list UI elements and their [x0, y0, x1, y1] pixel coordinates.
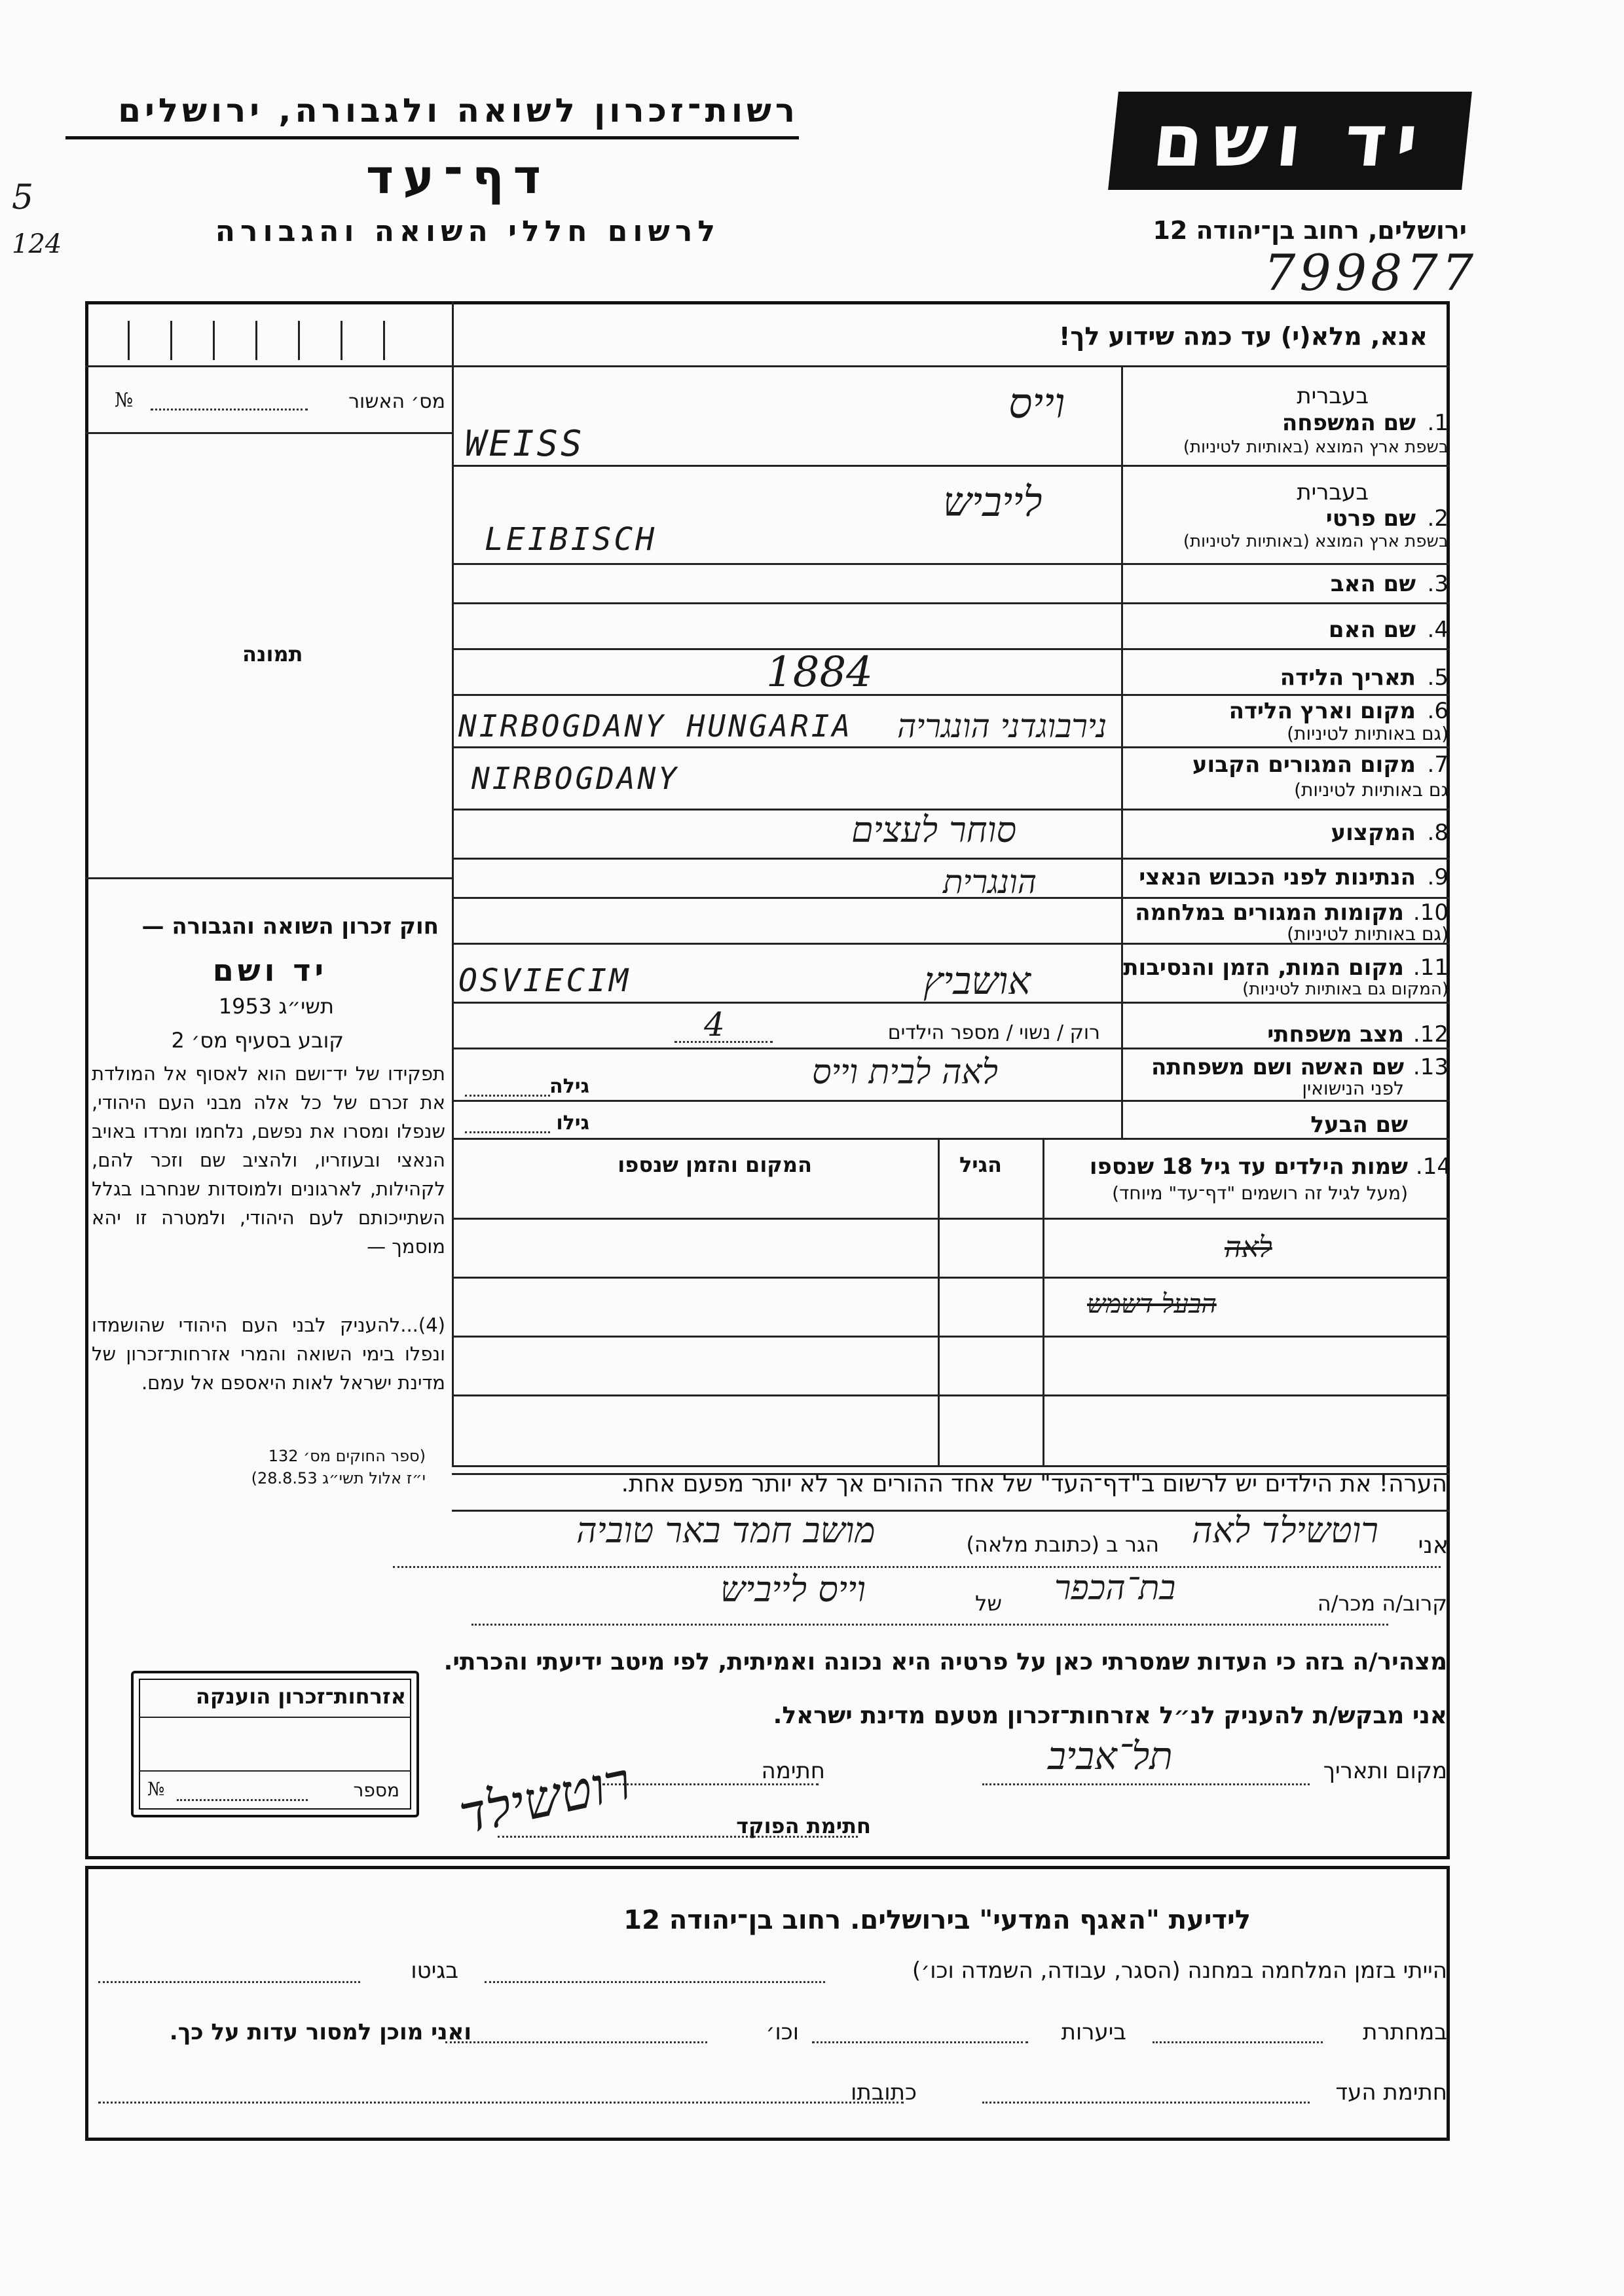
field-12-options[interactable]: רוק / נשוי / מספר הילדים — [887, 1021, 1100, 1044]
record-number: 799877 — [1264, 244, 1478, 302]
field-11-value-latin[interactable]: OSVIECIM — [458, 962, 631, 999]
request-text: אני מבקש/ת להעניק לנ״ל אזרחות־זכרון מטעם מדינת ישראל. — [773, 1702, 1447, 1729]
margin-mark-1: 5 — [12, 178, 34, 217]
signature-value[interactable]: רוטשילד — [454, 1750, 637, 1846]
husband-age-label: גילו — [556, 1112, 589, 1135]
margin-mark-2: 124 — [12, 229, 62, 259]
officer-signature-label: חתימת הפוקד — [736, 1813, 871, 1838]
field-10-label: מקומות המגורים במלחמה — [1135, 900, 1404, 926]
citizenship-number-field[interactable] — [177, 1799, 308, 1801]
field-2-hebrew-tag: בעברית — [1297, 479, 1369, 505]
field-11-number: 11. — [1412, 955, 1449, 981]
field-3-number: 3. — [1427, 571, 1449, 597]
field-7-number: 7. — [1427, 752, 1449, 778]
child-row-2-name[interactable]: הבעל דשמש — [1087, 1289, 1217, 1319]
form-subtitle: לרשום חללי השואה והגבורה — [215, 215, 720, 248]
ghetto-field[interactable] — [98, 1981, 360, 1983]
citizenship-num-sign: № — [147, 1778, 165, 1800]
form-title: דף־עד — [365, 149, 550, 204]
children-col-age: הגיל — [959, 1152, 1002, 1177]
law-date: י״ז אלול תשי״ג 28.8.53) — [251, 1469, 426, 1487]
field-6-sub: (גם באותיות לטיניות) — [1287, 723, 1449, 744]
field-1-label: שם המשפחה — [1282, 410, 1416, 436]
field-12-label: מצב משפחתי — [1267, 1021, 1404, 1048]
field-4-number: 4. — [1427, 617, 1449, 643]
field-1-latin-tag: בשפת ארץ המוצא (באותיות לטיניות) — [1183, 437, 1449, 457]
law-name: יד ושם — [212, 953, 327, 988]
field-5-value[interactable]: 1884 — [766, 648, 873, 697]
ani-label: אני — [1418, 1532, 1449, 1559]
field-2-number: 2. — [1427, 505, 1449, 532]
field-6-value-hebrew[interactable]: נירבוגדני הונגריה — [897, 707, 1107, 745]
field-7-sub: גם באותיות לטיניות) — [1294, 779, 1449, 801]
resides-label: הגר ב (כתובת מלאה) — [966, 1532, 1159, 1557]
field-1-value-hebrew[interactable]: וייס — [1008, 380, 1065, 428]
field-2-label: שם פרטי — [1325, 505, 1416, 532]
field-13-sub: לפני הנישואין — [1302, 1078, 1404, 1099]
field-9-label: הנתינות לפני הכבוש הנאצי — [1139, 864, 1416, 890]
wife-age-field[interactable] — [465, 1095, 550, 1097]
forests-field[interactable] — [812, 2041, 1028, 2043]
field-9-number: 9. — [1427, 864, 1449, 890]
field-13-label: שם האשה ושם משפחתה — [1151, 1054, 1404, 1080]
law-source: (ספר החוקים מס׳ 132 — [268, 1447, 426, 1465]
declarant-name[interactable]: רוטשילד לאה — [1192, 1510, 1378, 1551]
camp-field[interactable] — [485, 1981, 825, 1983]
ghetto-label: בגיטו — [411, 1958, 458, 1984]
field-11-value-hebrew[interactable]: אושביץ — [923, 958, 1031, 1003]
place-date-label: מקום ותאריך — [1323, 1758, 1447, 1784]
children-note: הערה! את הילדים יש לרשום ב"דף־העד" של אחד ההורים אך לא יותר מפעם אחת. — [621, 1470, 1447, 1497]
field-11-label: מקום המות, הזמן והנסיבות — [1123, 955, 1404, 981]
children-col-place: המקום והזמן שנספו — [618, 1152, 812, 1177]
authority-underline — [65, 136, 799, 139]
field-8-number: 8. — [1427, 820, 1449, 846]
field-7-label: מקום המגורים הקבוע — [1192, 752, 1416, 778]
signature-field[interactable] — [602, 1783, 819, 1785]
etc-field[interactable] — [445, 2041, 707, 2043]
law-section: קובע בסעיף מס׳ 2 — [171, 1028, 344, 1053]
field-11-sub: (המקום גם באותיות לטיניות) — [1242, 979, 1449, 999]
field-9-value[interactable]: הונגרית — [943, 863, 1037, 901]
field-7-value-latin[interactable]: NIRBOGDANY — [471, 761, 679, 796]
field-12-children-value[interactable]: 4 — [704, 1006, 725, 1044]
underground-label: במחתרת — [1363, 2019, 1447, 2045]
yad-vashem-logo — [1108, 92, 1472, 190]
witness-signature-field[interactable] — [982, 2102, 1310, 2104]
witness-address-field[interactable] — [98, 2102, 904, 2104]
approval-number-field[interactable] — [151, 409, 308, 410]
field-6-number: 6. — [1427, 698, 1449, 724]
witness-signature-label: חתימת העד — [1335, 2079, 1447, 2105]
relation-value[interactable]: בת־הכפר — [1054, 1569, 1176, 1608]
field-8-label: המקצוע — [1331, 820, 1416, 846]
relation-label: קרוב/ה מכר/ה — [1317, 1591, 1447, 1616]
place-date-value[interactable]: תל־אביב — [1048, 1734, 1173, 1778]
field-1-hebrew-tag: בעברית — [1297, 383, 1369, 409]
field-4-label: שם האם — [1328, 617, 1416, 643]
field-14-label: שמות הילדים עד גיל 18 שנספו — [1089, 1154, 1408, 1180]
field-10-sub: (גם באותיות לטיניות) — [1287, 923, 1449, 945]
husband-label: שם הבעל — [1310, 1112, 1408, 1138]
intro-instruction: אנא, מלא(י) עד כמה שידוע לך! — [1059, 322, 1428, 351]
law-item-4: (4)...להעניק לבני העם היהודי שהושמדו ונפלו בימי השואה והמרי אזרחות־זכרון של מדינת ישראל לאות היאספם אל עמם. — [92, 1314, 445, 1394]
wife-age-label: גילה — [549, 1075, 589, 1098]
logo-text: יד ושם — [1149, 99, 1431, 183]
field-14-number: 14. — [1415, 1154, 1451, 1180]
law-year: תשי״ג 1953 — [218, 994, 334, 1019]
field-2-value-latin[interactable]: LEIBISCH — [485, 521, 657, 558]
field-1-value-latin[interactable]: WEISS — [465, 423, 585, 464]
field-14-sub: (מעל לגיל זה רושמים "דף־עד" מיוחד) — [1112, 1182, 1408, 1204]
approval-label: מס׳ האשור — [348, 390, 445, 413]
authority-line: רשות־זכרון לשואה ולגבורה, ירושלים — [118, 92, 799, 130]
field-2-latin-tag: בשפת ארץ המוצא (באותיות לטיניות) — [1183, 532, 1449, 551]
field-13-number: 13. — [1412, 1054, 1449, 1080]
field-6-value-latin[interactable]: NIRBOGDANY HUNGARIA — [458, 708, 853, 744]
declarant-address[interactable]: מושב חמד באר טוביה — [576, 1510, 876, 1551]
of-label: של — [975, 1591, 1002, 1616]
etc-label: וכו׳ — [766, 2019, 799, 2045]
signature-label: חתימה — [761, 1758, 825, 1784]
husband-age-field[interactable] — [465, 1131, 550, 1133]
ready-text: ואני מוכן למסור עדות על כך. — [169, 2019, 471, 2045]
forests-label: ביערות — [1061, 2019, 1126, 2045]
underground-field[interactable] — [1153, 2041, 1323, 2043]
law-body: תפקידו של יד־ושם הוא לאסוף אל המולדת את זכרם של כל אלה מבני העם היהודי, שנפלו ומסרו את נפשם, נלחמו ומרדו באויב הנאצי ובעוזריו, ולהציב שם וזכר להם, לקהילות, לארגונים ולמוסדות שנחרבו בגלל השתייכותם לעם היהודי, ולמטרה זו יהא מוסמך — — [92, 1063, 445, 1258]
witness-address-label: כתובתו — [851, 2079, 917, 2105]
field-1-number: 1. — [1427, 410, 1449, 436]
citizenship-box-title: אזרחות־זכרון הוענקה — [195, 1684, 406, 1709]
address-line: ירושלים, רחוב בן־יהודה 12 — [1153, 216, 1467, 245]
approval-num-sign: № — [115, 389, 134, 412]
field-5-label: תאריך הלידה — [1280, 665, 1416, 691]
field-2-value-hebrew[interactable]: לייביש — [943, 478, 1043, 526]
citizenship-number-label: מספר — [353, 1779, 399, 1801]
photo-label: תמונה — [242, 642, 303, 666]
field-3-label: שם האב — [1330, 571, 1416, 597]
field-8-value[interactable]: סוחר לעצים — [851, 809, 1017, 850]
field-6-label: מקום וארץ הלידה — [1228, 698, 1416, 724]
child-row-1-name[interactable]: לאה — [1225, 1231, 1272, 1264]
field-10-number: 10. — [1412, 900, 1449, 926]
declaration-text: מצהיר/ה בזה כי העדות שמסרתי כאן על פרטיה היא נכונה ואמיתית, לפי מיטב ידיעתי והכרתי. — [443, 1649, 1447, 1675]
info-heading: לידיעת "האגף המדעי" בירושלים. רחוב בן־יהודה 12 — [623, 1905, 1251, 1935]
of-name[interactable]: וייס לייביש — [720, 1569, 866, 1610]
law-heading: חוק זכרון השואה והגבורה — — [141, 913, 439, 939]
field-13-value[interactable]: לאה לבית וייס — [812, 1053, 998, 1092]
field-12-number: 12. — [1412, 1021, 1449, 1048]
officer-signature-field[interactable] — [498, 1836, 858, 1838]
info-line-1: הייתי בזמן המלחמה במחנה (הסגר, עבודה, השמדה וכו׳) — [912, 1958, 1447, 1984]
field-5-number: 5. — [1427, 665, 1449, 691]
